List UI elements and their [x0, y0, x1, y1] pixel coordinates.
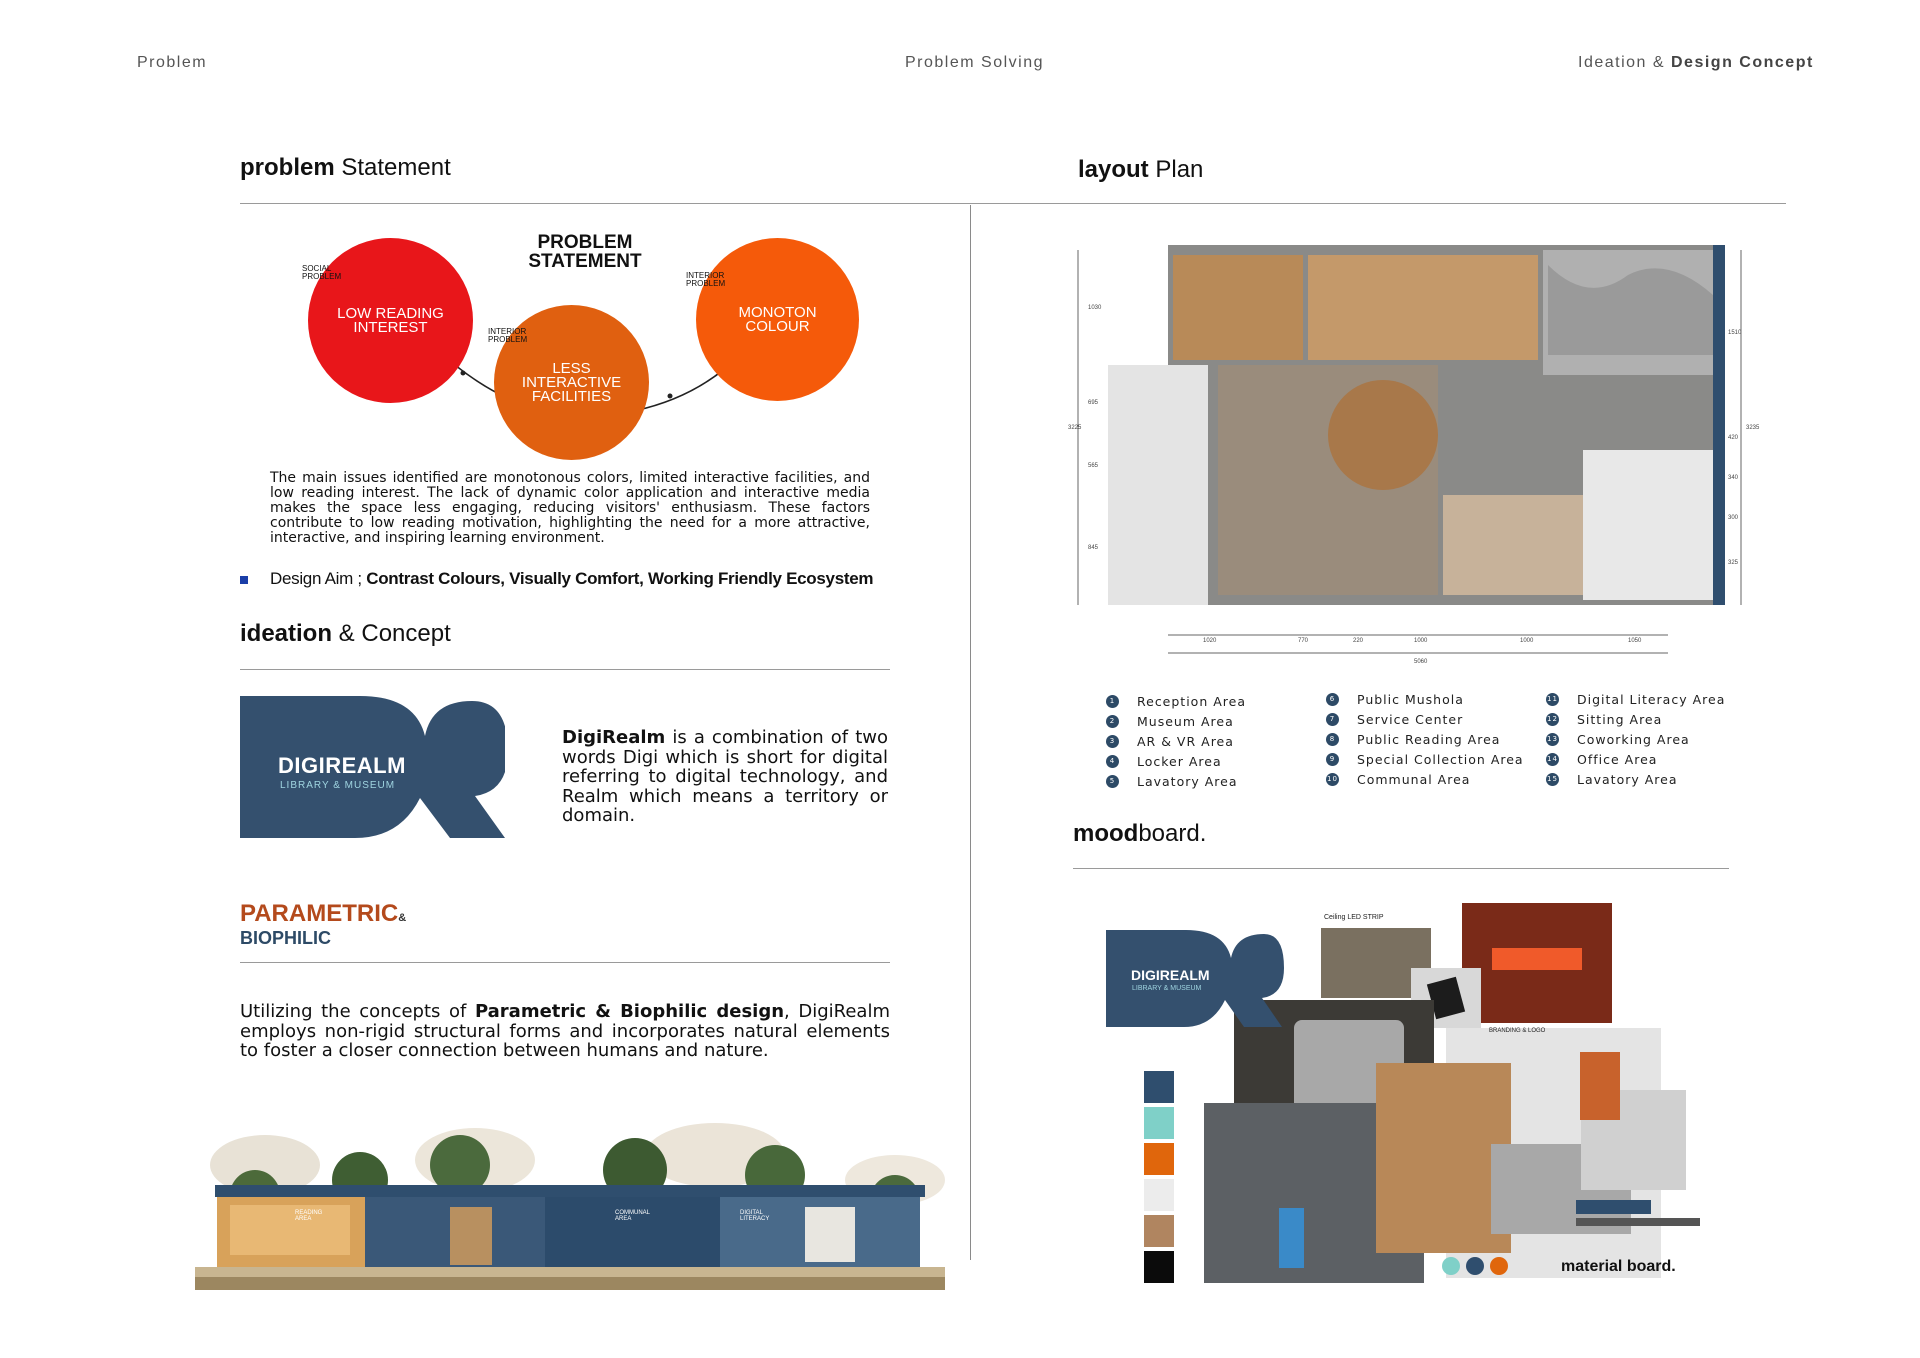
- problem-diagram: [300, 225, 860, 460]
- dot-orange: [1490, 1257, 1508, 1275]
- legend-item: 5 Lavatory Area: [1106, 771, 1246, 791]
- nav-right-bold: Design Concept: [1671, 54, 1814, 71]
- nav-right-normal: Ideation &: [1578, 54, 1671, 71]
- nav-ideation-design-concept[interactable]: [1578, 54, 1814, 72]
- tag-interior-problem-2: INTERIOR PROBLEM: [686, 271, 726, 288]
- diagram-title: PROBLEM STATEMENT: [528, 232, 642, 272]
- legend-item: 2 Museum Area: [1106, 711, 1246, 731]
- digirealm-description: DigiRealm is a combination of two words Digi which is short for digital referring to digital technology, and Realm which means a territory or domain.: [562, 727, 888, 826]
- parametric-rule: [240, 962, 890, 963]
- dim-right-2: 420: [1728, 435, 1739, 441]
- circle-low-reading-interest: LOW READING INTEREST: [308, 238, 473, 403]
- top-rule: [240, 203, 1786, 204]
- parametric-amp: &: [398, 912, 407, 924]
- dim-left-3: 565: [1088, 463, 1099, 469]
- page-divider: [970, 205, 971, 1260]
- mood-image-restaurant: [1462, 903, 1612, 1023]
- legend-item: 9 Special Collection Area: [1326, 749, 1524, 769]
- mood-logo-name: DIGIREALM: [1131, 967, 1210, 983]
- section-sign-reading: READING AREA: [295, 1210, 323, 1222]
- parametric-biophilic-title: [240, 900, 407, 950]
- dim-left-total: 3225: [1068, 425, 1082, 431]
- legend-item: 4 Locker Area: [1106, 751, 1246, 771]
- aim-bullet: [240, 576, 248, 584]
- concept-paragraph: Utilizing the concepts of Parametric & Biophilic design, DigiRealm employs non-rigid structural forms and incorporates natural elements to foster a closer connection between humans and nature.: [240, 1001, 890, 1061]
- legend-item: 13 Coworking Area: [1547, 731, 1690, 747]
- ideation-rule: [240, 669, 890, 670]
- plan-legend-col-1: [1106, 691, 1246, 791]
- swatch-wood: [1144, 1215, 1174, 1247]
- dim-right-4: 300: [1728, 515, 1739, 521]
- dim-right-5: 325: [1728, 560, 1739, 566]
- legend-item: 11 Digital Literacy Area: [1547, 691, 1726, 707]
- dim-right-total: 3235: [1746, 425, 1760, 431]
- caption-led-strip: Ceiling LED STRIP: [1324, 914, 1384, 921]
- ideation-title: ideation & Concept: [240, 620, 451, 647]
- dim-right-3: 340: [1728, 475, 1739, 481]
- nav-problem[interactable]: Problem: [137, 54, 208, 71]
- legend-item: 14 Office Area: [1547, 751, 1658, 767]
- dim-total-bottom: 5060: [1414, 659, 1428, 665]
- swatch-black: [1144, 1251, 1174, 1283]
- dim-bottom-3: 220: [1353, 638, 1364, 644]
- layout-plan-title: layout Plan: [1078, 156, 1204, 183]
- dim-left-4: 845: [1088, 545, 1099, 551]
- dim-bottom-6: 1050: [1628, 638, 1642, 644]
- dot-teal: [1442, 1257, 1460, 1275]
- dot-navy: [1466, 1257, 1484, 1275]
- dim-left-1: 1030: [1088, 305, 1102, 311]
- caption-branding: BRANDING & LOGO: [1489, 1028, 1546, 1034]
- floor-plan-drawing: [1068, 235, 1783, 670]
- moodboard-rule: [1073, 868, 1729, 869]
- legend-item: 10 Communal Area: [1327, 771, 1471, 787]
- building-section-illustration: [195, 1085, 945, 1290]
- plan-legend-col-2: [1326, 689, 1524, 789]
- legend-item: 7 Service Center: [1326, 709, 1524, 729]
- digirealm-logo: [240, 696, 505, 838]
- parametric-word: PARAMETRIC: [240, 900, 399, 927]
- moodboard-collage: [1106, 898, 1706, 1293]
- mood-material-navy-strip: [1576, 1200, 1651, 1214]
- material-board-label: material board.: [1561, 1258, 1676, 1275]
- legend-item: 1 Reception Area: [1106, 691, 1246, 711]
- circle-less-interactive: LESS INTERACTIVE FACILITIES: [494, 305, 649, 460]
- problem-paragraph: The main issues identified are monotonous colors, limited interactive facilities, and low reading interest. The lack of dynamic color application and interactive media makes the space less engaging, reducing visitors' enthusiasm. These factors contribute to low reading motivation, highlighting the need for a more attractive, interactive, and inspiring learning environment.: [270, 470, 870, 546]
- floor-plan: [1068, 235, 1783, 670]
- legend-item: 6 Public Mushola: [1326, 689, 1524, 709]
- circle-monoton-colour: MONOTON COLOUR: [696, 238, 859, 401]
- biophilic-word: BIOPHILIC: [240, 928, 332, 948]
- mood-material-orange: [1580, 1052, 1620, 1120]
- moodboard-title: moodboard.: [1073, 820, 1207, 847]
- dim-bottom-5: 1000: [1520, 638, 1534, 644]
- legend-item: 8 Public Reading Area: [1326, 729, 1524, 749]
- plan-legend-col-3: [1546, 689, 1725, 789]
- swatch-navy: [1144, 1071, 1174, 1103]
- dim-bottom-2: 770: [1298, 638, 1309, 644]
- logo-name: DIGIREALM: [278, 753, 406, 778]
- design-aim: Design Aim ; Contrast Colours, Visually Comfort, Working Friendly Ecosystem: [240, 569, 873, 589]
- tag-social-problem: SOCIAL PROBLEM: [302, 264, 342, 281]
- mood-logo-sub: LIBRARY & MUSEUM: [1132, 985, 1202, 992]
- problem-statement-title: problem Statement: [240, 154, 451, 181]
- dim-right-1: 1510: [1728, 330, 1742, 336]
- swatch-orange: [1144, 1143, 1174, 1175]
- mood-material-dark-strip: [1576, 1218, 1700, 1226]
- logo-sub: LIBRARY & MUSEUM: [280, 780, 396, 791]
- dim-left-2: 695: [1088, 400, 1099, 406]
- dim-bottom-4: 1000: [1414, 638, 1428, 644]
- nav-problem-solving[interactable]: Problem Solving: [905, 54, 1044, 71]
- section-sign-digital: DIGITAL LITERACY: [740, 1210, 770, 1222]
- swatch-teal: [1144, 1107, 1174, 1139]
- legend-item: 3 AR & VR Area: [1106, 731, 1246, 751]
- mood-logo: [1106, 930, 1284, 1027]
- legend-item: 12 Sitting Area: [1547, 711, 1663, 727]
- dim-bottom-1: 1020: [1203, 638, 1217, 644]
- swatch-light-grey: [1144, 1179, 1174, 1211]
- tag-interior-problem-1: INTERIOR PROBLEM: [488, 327, 528, 344]
- legend-item: 15 Lavatory Area: [1547, 771, 1678, 787]
- section-sign-communal: COMMUNAL AREA: [615, 1210, 650, 1222]
- section-drawing: [195, 1085, 945, 1290]
